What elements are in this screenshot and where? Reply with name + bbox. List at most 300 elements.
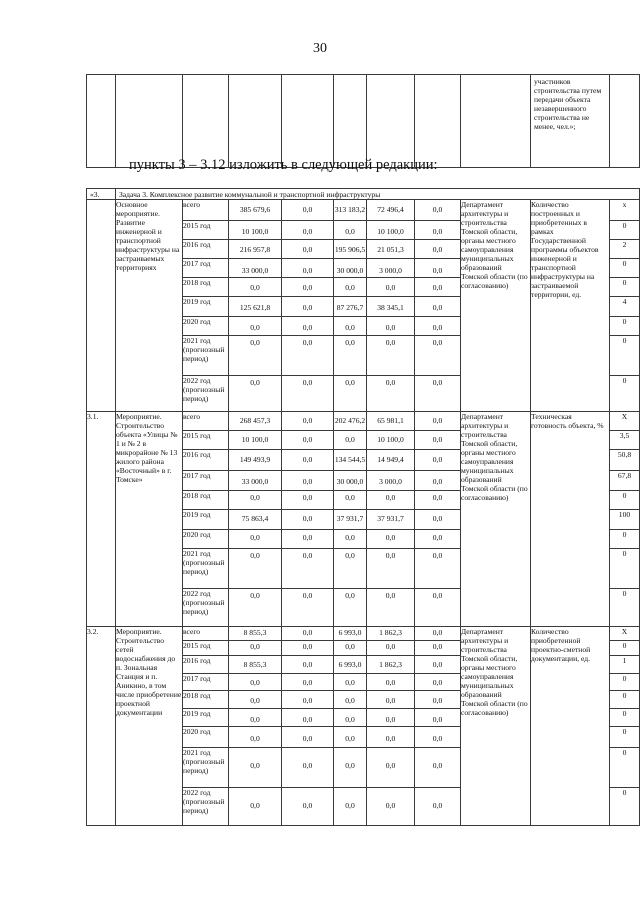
funding-other-value: 0,0: [432, 734, 443, 743]
funding-reg-value: 6 993,0: [338, 660, 362, 669]
fragment-cell: [87, 75, 116, 168]
value-cell: [334, 674, 367, 691]
value-cell: [367, 471, 415, 491]
fragment-indicator-text: участников строительства путем передачи объекта незавершенного строительства не менее, чел.»;: [531, 75, 610, 168]
funding-reg-value: 37 931,7: [336, 514, 364, 523]
task-number: «3.: [87, 189, 116, 200]
year-cell: 2018 год: [183, 691, 229, 709]
value-cell: [367, 200, 415, 221]
indicator-value: 1: [610, 656, 640, 674]
funding-loc-value: 0,0: [385, 338, 396, 347]
value-cell: [415, 317, 461, 336]
value-cell: [334, 627, 367, 641]
funding-other-value: 0,0: [432, 338, 443, 347]
value-cell: [415, 412, 461, 431]
year-cell: 2022 год (прогнозный период): [183, 376, 229, 412]
value-cell: [229, 317, 282, 336]
funding-loc-value: 0,0: [385, 591, 396, 600]
funding-reg-value: 202 476,2: [334, 416, 366, 425]
year-cell: 2016 год: [183, 656, 229, 674]
value-cell: [229, 259, 282, 278]
value-cell: [415, 691, 461, 709]
indicator-value: 0: [610, 674, 640, 691]
funding-fed-value: 0,0: [302, 416, 313, 425]
value-cell: [367, 691, 415, 709]
indicator-value: Х: [610, 412, 640, 431]
page-number: 30: [313, 41, 327, 56]
funding-loc-value: 14 949,4: [377, 455, 404, 464]
funding-loc-value: 0,0: [385, 734, 396, 743]
value-cell: [229, 336, 282, 376]
funding-reg-value: 0,0: [345, 761, 355, 770]
funding-reg-value: 30 000,0: [336, 477, 364, 486]
value-cell: [282, 240, 334, 259]
value-cell: [282, 656, 334, 674]
table-row: [87, 627, 640, 641]
indicator-value: 0: [610, 549, 640, 589]
value-cell: [229, 278, 282, 297]
indicator-value: 0: [610, 709, 640, 727]
year-cell: 2020 год: [183, 317, 229, 336]
funding-reg-value: 195 906,5: [334, 245, 366, 254]
funding-other-value: 0,0: [432, 628, 443, 637]
funding-total-value: 33 000,0: [241, 477, 269, 486]
funding-fed-value: 0,0: [302, 378, 313, 387]
value-cell: [229, 709, 282, 727]
value-cell: [229, 549, 282, 589]
value-cell: [415, 788, 461, 826]
indicator-value: х: [610, 200, 640, 221]
value-cell: [229, 450, 282, 471]
indicator-value: 0: [610, 376, 640, 412]
value-cell: [282, 412, 334, 431]
funding-other-value: 0,0: [432, 245, 443, 254]
funding-fed-value: 0,0: [302, 455, 313, 464]
funding-loc-value: 0,0: [385, 283, 396, 292]
funding-loc-value: 37 931,7: [377, 514, 404, 523]
fragment-cell: [334, 75, 367, 168]
value-cell: [367, 748, 415, 788]
value-cell: [334, 748, 367, 788]
funding-total-value: 10 100,0: [241, 227, 269, 236]
funding-total-value: 0,0: [250, 678, 260, 687]
funding-total-value: 0,0: [250, 761, 260, 770]
funding-other-value: 0,0: [432, 660, 443, 669]
indicator-value: 0: [610, 221, 640, 240]
funding-reg-value: 0,0: [345, 283, 355, 292]
item-number: 3.2.: [87, 627, 116, 826]
indicator-value: 0: [610, 727, 640, 748]
value-cell: [415, 530, 461, 549]
funding-total-value: 125 621,8: [239, 303, 271, 312]
value-cell: [334, 317, 367, 336]
funding-reg-value: 0,0: [345, 378, 355, 387]
funding-loc-value: 0,0: [385, 715, 396, 724]
value-cell: [334, 200, 367, 221]
indicator-name: Количество построенных и приобретенных в рамках Государственной программы объектов инженерной и транспортной инфраструктуры на застраиваемой территории, ед.: [531, 200, 610, 412]
year-cell: 2020 год: [183, 727, 229, 748]
funding-reg-value: 0,0: [345, 493, 355, 502]
value-cell: [334, 471, 367, 491]
value-cell: [334, 589, 367, 627]
funding-fed-value: 0,0: [302, 734, 313, 743]
funding-reg-value: 0,0: [345, 678, 355, 687]
funding-reg-value: 313 183,2: [334, 205, 366, 214]
value-cell: [334, 530, 367, 549]
funding-other-value: 0,0: [432, 227, 443, 236]
value-cell: [229, 491, 282, 510]
funding-total-value: 0,0: [250, 283, 260, 292]
activity-name: Мероприятие. Строительство сетей водоснабжения до п. Зональная Станция и п. Аникино, в том числе приобретение проектной документации: [116, 627, 183, 826]
funding-other-value: 0,0: [432, 205, 443, 214]
value-cell: [415, 727, 461, 748]
year-cell: всего: [183, 200, 229, 221]
value-cell: [334, 641, 367, 656]
year-cell: 2018 год: [183, 491, 229, 510]
value-cell: [367, 376, 415, 412]
funding-fed-value: 0,0: [302, 715, 313, 724]
funding-fed-value: 0,0: [302, 628, 313, 637]
value-cell: [367, 656, 415, 674]
value-cell: [229, 200, 282, 221]
value-cell: [415, 656, 461, 674]
value-cell: [367, 297, 415, 317]
value-cell: [334, 259, 367, 278]
value-cell: [282, 221, 334, 240]
indicator-value: 0: [610, 748, 640, 788]
value-cell: [415, 200, 461, 221]
funding-total-value: 216 957,8: [239, 245, 271, 254]
funding-total-value: 149 493,9: [239, 455, 271, 464]
task-header-row: [87, 189, 640, 200]
funding-other-value: 0,0: [432, 514, 443, 523]
value-cell: [367, 641, 415, 656]
funding-fed-value: 0,0: [302, 435, 313, 444]
funding-loc-value: 72 496,4: [377, 205, 404, 214]
value-cell: [229, 748, 282, 788]
previous-table-fragment: [86, 74, 640, 168]
value-cell: [282, 727, 334, 748]
funding-total-value: 0,0: [250, 715, 260, 724]
value-cell: [415, 641, 461, 656]
indicator-value: 50,8: [610, 450, 640, 471]
value-cell: [282, 674, 334, 691]
funding-fed-value: 0,0: [302, 205, 313, 214]
value-cell: [282, 627, 334, 641]
funding-loc-value: 0,0: [385, 761, 396, 770]
funding-reg-value: 0,0: [345, 323, 355, 332]
value-cell: [334, 549, 367, 589]
year-cell: 2022 год (прогнозный период): [183, 788, 229, 826]
value-cell: [415, 297, 461, 317]
funding-loc-value: 38 345,1: [377, 303, 404, 312]
funding-other-value: 0,0: [432, 642, 443, 651]
funding-total-value: 33 000,0: [241, 266, 269, 275]
activity-name: Мероприятие. Строительство объекта «Улицы № 1 и № 2 в микрорайоне № 13 жилого района «Восточный» в г. Томске»: [116, 412, 183, 627]
funding-loc-value: 0,0: [385, 801, 396, 810]
value-cell: [367, 549, 415, 589]
funding-loc-value: 0,0: [385, 551, 396, 560]
funding-loc-value: 3 000,0: [379, 266, 402, 275]
intro-text: пункты 3 – 3.12 изложить в следующей редакции:: [129, 157, 438, 173]
funding-loc-value: 1 862,3: [379, 628, 402, 637]
funding-total-value: 0,0: [250, 323, 260, 332]
funding-other-value: 0,0: [432, 303, 443, 312]
funding-reg-value: 0,0: [345, 734, 355, 743]
value-cell: [282, 376, 334, 412]
value-cell: [282, 297, 334, 317]
indicator-value: 0: [610, 491, 640, 510]
funding-other-value: 0,0: [432, 416, 443, 425]
funding-total-value: 0,0: [250, 533, 260, 542]
funding-loc-value: 10 100,0: [377, 227, 404, 236]
funding-other-value: 0,0: [432, 533, 443, 542]
fragment-cell: [461, 75, 531, 168]
value-cell: [367, 727, 415, 748]
funding-fed-value: 0,0: [302, 801, 313, 810]
value-cell: [229, 297, 282, 317]
value-cell: [282, 748, 334, 788]
value-cell: [282, 788, 334, 826]
funding-fed-value: 0,0: [302, 477, 313, 486]
indicator-value: 0: [610, 788, 640, 826]
year-cell: 2022 год (прогнозный период): [183, 589, 229, 627]
value-cell: [415, 674, 461, 691]
item-number: [87, 200, 116, 412]
funding-reg-value: 6 993,0: [338, 628, 362, 637]
fragment-cell: [183, 75, 229, 168]
value-cell: [282, 491, 334, 510]
funding-loc-value: 0,0: [385, 642, 396, 651]
funding-reg-value: 0,0: [345, 533, 355, 542]
funding-total-value: 0,0: [250, 591, 260, 600]
funding-fed-value: 0,0: [302, 266, 313, 275]
funding-other-value: 0,0: [432, 801, 443, 810]
fragment-cell: [229, 75, 282, 168]
year-cell: всего: [183, 627, 229, 641]
value-cell: [229, 788, 282, 826]
value-cell: [415, 549, 461, 589]
year-cell: 2019 год: [183, 709, 229, 727]
year-cell: 2017 год: [183, 471, 229, 491]
value-cell: [334, 278, 367, 297]
funding-fed-value: 0,0: [302, 303, 313, 312]
funding-fed-value: 0,0: [302, 678, 313, 687]
funding-fed-value: 0,0: [302, 493, 313, 502]
funding-loc-value: 0,0: [385, 678, 396, 687]
value-cell: [334, 691, 367, 709]
year-cell: 2015 год: [183, 221, 229, 240]
value-cell: [367, 627, 415, 641]
value-cell: [415, 221, 461, 240]
funding-other-value: 0,0: [432, 696, 443, 705]
value-cell: [282, 431, 334, 450]
executor: Департамент архитектуры и строительства Томской области, органы местного самоуправления муниципальных образований Томской области (по согласованию): [461, 412, 531, 627]
value-cell: [367, 450, 415, 471]
task-title: Задача 3. Комплексное развитие коммунальной и транспортной инфраструктуры: [116, 189, 640, 200]
value-cell: [229, 221, 282, 240]
funding-total-value: 0,0: [250, 642, 260, 651]
value-cell: [415, 259, 461, 278]
fragment-cell: [367, 75, 415, 168]
funding-total-value: 385 679,6: [239, 205, 271, 214]
value-cell: [415, 450, 461, 471]
funding-loc-value: 0,0: [385, 493, 396, 502]
year-cell: 2019 год: [183, 297, 229, 317]
year-cell: 2016 год: [183, 450, 229, 471]
value-cell: [415, 336, 461, 376]
indicator-value: Х: [610, 627, 640, 641]
funding-total-value: 268 457,3: [239, 416, 271, 425]
fragment-cell: [116, 75, 183, 168]
year-cell: 2020 год: [183, 530, 229, 549]
value-cell: [415, 709, 461, 727]
indicator-value: 0: [610, 530, 640, 549]
year-cell: 2021 год (прогнозный период): [183, 336, 229, 376]
value-cell: [282, 589, 334, 627]
value-cell: [415, 431, 461, 450]
value-cell: [229, 240, 282, 259]
indicator-value: 67,8: [610, 471, 640, 491]
year-cell: 2016 год: [183, 240, 229, 259]
activity-name: Основное мероприятие. Развитие инженерной и транспортной инфраструктуры на застраиваемых территориях: [116, 200, 183, 412]
funding-reg-value: 0,0: [345, 801, 355, 810]
value-cell: [367, 221, 415, 240]
indicator-value: 0: [610, 691, 640, 709]
indicator-value: 3,5: [610, 431, 640, 450]
funding-other-value: 0,0: [432, 283, 443, 292]
value-cell: [229, 627, 282, 641]
year-cell: 2021 год (прогнозный период): [183, 748, 229, 788]
funding-other-value: 0,0: [432, 378, 443, 387]
funding-loc-value: 0,0: [385, 696, 396, 705]
value-cell: [367, 674, 415, 691]
funding-reg-value: 0,0: [345, 338, 355, 347]
funding-total-value: 0,0: [250, 801, 260, 810]
year-cell: 2015 год: [183, 641, 229, 656]
funding-loc-value: 0,0: [385, 378, 396, 387]
funding-total-value: 0,0: [250, 696, 260, 705]
value-cell: [282, 549, 334, 589]
value-cell: [282, 317, 334, 336]
value-cell: [334, 788, 367, 826]
value-cell: [229, 510, 282, 530]
funding-fed-value: 0,0: [302, 514, 313, 523]
fragment-cell: [282, 75, 334, 168]
fragment-cell: [610, 75, 640, 168]
value-cell: [367, 431, 415, 450]
funding-total-value: 0,0: [250, 493, 260, 502]
funding-other-value: 0,0: [432, 323, 443, 332]
year-cell: 2021 год (прогнозный период): [183, 549, 229, 589]
funding-fed-value: 0,0: [302, 323, 313, 332]
executor: Департамент архитектуры и строительства Томской области, органы местного самоуправления муниципальных образований Томской области (по согласованию): [461, 200, 531, 412]
value-cell: [415, 491, 461, 510]
value-cell: [367, 240, 415, 259]
year-cell: 2017 год: [183, 259, 229, 278]
funding-other-value: 0,0: [432, 435, 443, 444]
table-row: [87, 200, 640, 221]
funding-other-value: 0,0: [432, 266, 443, 275]
value-cell: [334, 431, 367, 450]
funding-fed-value: 0,0: [302, 533, 313, 542]
funding-other-value: 0,0: [432, 715, 443, 724]
indicator-value: 0: [610, 336, 640, 376]
value-cell: [282, 200, 334, 221]
value-cell: [415, 471, 461, 491]
value-cell: [282, 259, 334, 278]
funding-reg-value: 0,0: [345, 435, 355, 444]
funding-loc-value: 0,0: [385, 323, 396, 332]
funding-other-value: 0,0: [432, 551, 443, 560]
value-cell: [282, 471, 334, 491]
indicator-value: 0: [610, 278, 640, 297]
table-row: [87, 412, 640, 431]
funding-reg-value: 0,0: [345, 227, 355, 236]
year-cell: 2015 год: [183, 431, 229, 450]
value-cell: [282, 530, 334, 549]
value-cell: [367, 259, 415, 278]
funding-total-value: 0,0: [250, 734, 260, 743]
indicator-value: 0: [610, 259, 640, 278]
funding-fed-value: 0,0: [302, 642, 313, 651]
value-cell: [229, 691, 282, 709]
value-cell: [367, 336, 415, 376]
value-cell: [367, 530, 415, 549]
value-cell: [229, 431, 282, 450]
executor: Департамент архитектуры и строительства Томской области, органы местного самоуправления муниципальных образований Томской области (по согласованию): [461, 627, 531, 826]
indicator-value: 4: [610, 297, 640, 317]
funding-other-value: 0,0: [432, 455, 443, 464]
funding-total-value: 10 100,0: [241, 435, 269, 444]
funding-total-value: 0,0: [250, 551, 260, 560]
year-cell: всего: [183, 412, 229, 431]
indicator-value: 0: [610, 317, 640, 336]
value-cell: [334, 727, 367, 748]
year-cell: 2018 год: [183, 278, 229, 297]
funding-other-value: 0,0: [432, 678, 443, 687]
funding-reg-value: 0,0: [345, 551, 355, 560]
fragment-cell: [415, 75, 461, 168]
value-cell: [229, 727, 282, 748]
value-cell: [282, 278, 334, 297]
funding-other-value: 0,0: [432, 761, 443, 770]
value-cell: [334, 450, 367, 471]
value-cell: [229, 589, 282, 627]
value-cell: [334, 297, 367, 317]
funding-fed-value: 0,0: [302, 591, 313, 600]
value-cell: [229, 376, 282, 412]
item-number: 3.1.: [87, 412, 116, 627]
value-cell: [367, 788, 415, 826]
value-cell: [334, 491, 367, 510]
value-cell: [282, 641, 334, 656]
indicator-name: Техническая готовность объекта, %: [531, 412, 610, 627]
value-cell: [229, 641, 282, 656]
value-cell: [334, 240, 367, 259]
funding-other-value: 0,0: [432, 591, 443, 600]
value-cell: [282, 450, 334, 471]
funding-other-value: 0,0: [432, 477, 443, 486]
value-cell: [334, 376, 367, 412]
value-cell: [367, 709, 415, 727]
funding-total-value: 0,0: [250, 378, 260, 387]
funding-reg-value: 0,0: [345, 642, 355, 651]
year-cell: 2019 год: [183, 510, 229, 530]
value-cell: [334, 510, 367, 530]
program-table: [86, 188, 640, 826]
funding-loc-value: 10 100,0: [377, 435, 404, 444]
